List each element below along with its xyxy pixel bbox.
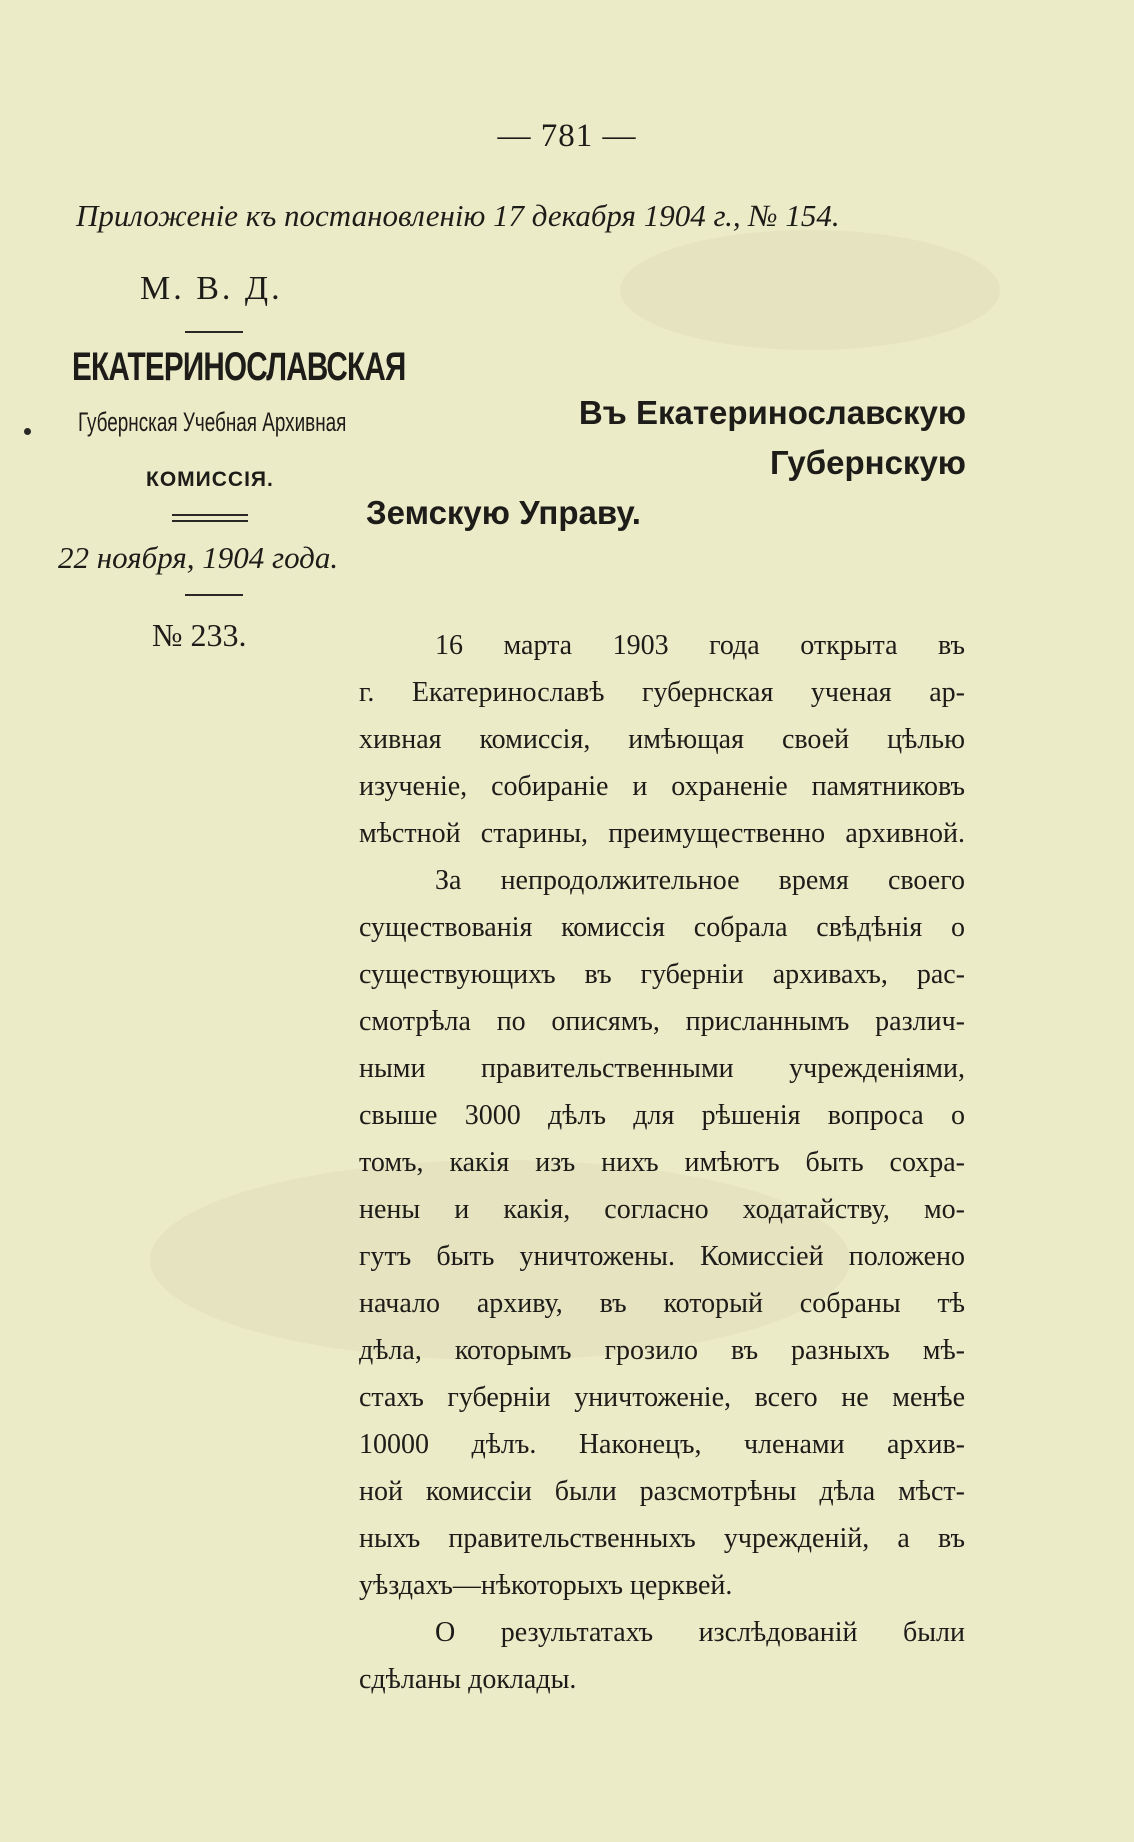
body-line: уѣздахъ—нѣкоторыхъ церквей. xyxy=(359,1570,733,1601)
divider-rule xyxy=(185,594,243,596)
margin-dot xyxy=(24,428,31,435)
body-line: существующихъ въ губерніи архивахъ, рас- xyxy=(359,959,965,990)
body-line: стахъ губерніи уничтоженіе, всего не менѣе xyxy=(359,1382,965,1413)
letter-number: № 233. xyxy=(152,617,247,653)
body-line: томъ, какія изъ нихъ имѣютъ быть сохра- xyxy=(359,1147,965,1178)
body-line: изученіе, собираніе и охраненіе памятниковъ xyxy=(359,771,965,802)
body-line: ной комиссіи были разсмотрѣны дѣла мѣст- xyxy=(359,1476,965,1507)
body-line: За непродолжительное время своего xyxy=(435,865,965,896)
body-line: смотрѣла по описямъ, присланнымъ различ- xyxy=(359,1006,965,1037)
body-line: г. Екатеринославѣ губернская ученая ар- xyxy=(359,677,965,708)
double-rule-bottom xyxy=(172,520,248,522)
letter-body xyxy=(359,622,965,1703)
body-line: сдѣланы доклады. xyxy=(359,1664,577,1695)
addressee-line: Въ Екатеринославскую Губернскую xyxy=(578,394,966,481)
commission-subtitle: Губернская Учебная Архивная xyxy=(78,407,347,437)
body-line: гутъ быть уничтожены. Комиссіей положено xyxy=(359,1241,965,1272)
double-rule-top xyxy=(172,514,248,516)
body-line: 10000 дѣлъ. Наконецъ, членами архив- xyxy=(359,1429,965,1460)
body-line: дѣла, которымъ грозило въ разныхъ мѣ- xyxy=(359,1335,965,1366)
divider-rule xyxy=(185,331,243,333)
body-line: начало архиву, въ который собраны тѣ xyxy=(359,1288,965,1319)
commission-name: ЕКАТЕРИНОСЛАВСКАЯ xyxy=(72,345,406,389)
page-number: — 781 — xyxy=(497,118,637,154)
body-line: О результатахъ изслѣдованій были xyxy=(435,1617,965,1648)
body-line: нены и какія, согласно ходатайству, мо- xyxy=(359,1194,965,1225)
appendix-note: Приложеніе къ постановленію 17 декабря 1904 г., № 154. xyxy=(76,198,840,233)
body-line: свыше 3000 дѣлъ для рѣшенія вопроса о xyxy=(359,1100,965,1131)
bleed-through-stain xyxy=(620,230,1000,350)
body-line: мѣстной старины, преимущественно архивной. xyxy=(359,818,965,849)
body-line: ными правительственными учрежденіями, xyxy=(359,1053,965,1084)
body-line: существованія комиссія собрала свѣдѣнія о xyxy=(359,912,965,943)
letter-date: 22 ноября, 1904 года. xyxy=(58,540,339,575)
body-line: 16 марта 1903 года открыта въ xyxy=(435,630,965,661)
addressee-line: Земскую Управу. xyxy=(366,494,641,531)
addressee-block xyxy=(366,388,966,538)
commission-word: КОМИССІЯ. xyxy=(146,468,274,491)
body-line: ныхъ правительственныхъ учрежденій, а въ xyxy=(359,1523,965,1554)
body-line: хивная комиссія, имѣющая своей цѣлью xyxy=(359,724,965,755)
ministry-abbreviation: М. В. Д. xyxy=(140,270,283,307)
